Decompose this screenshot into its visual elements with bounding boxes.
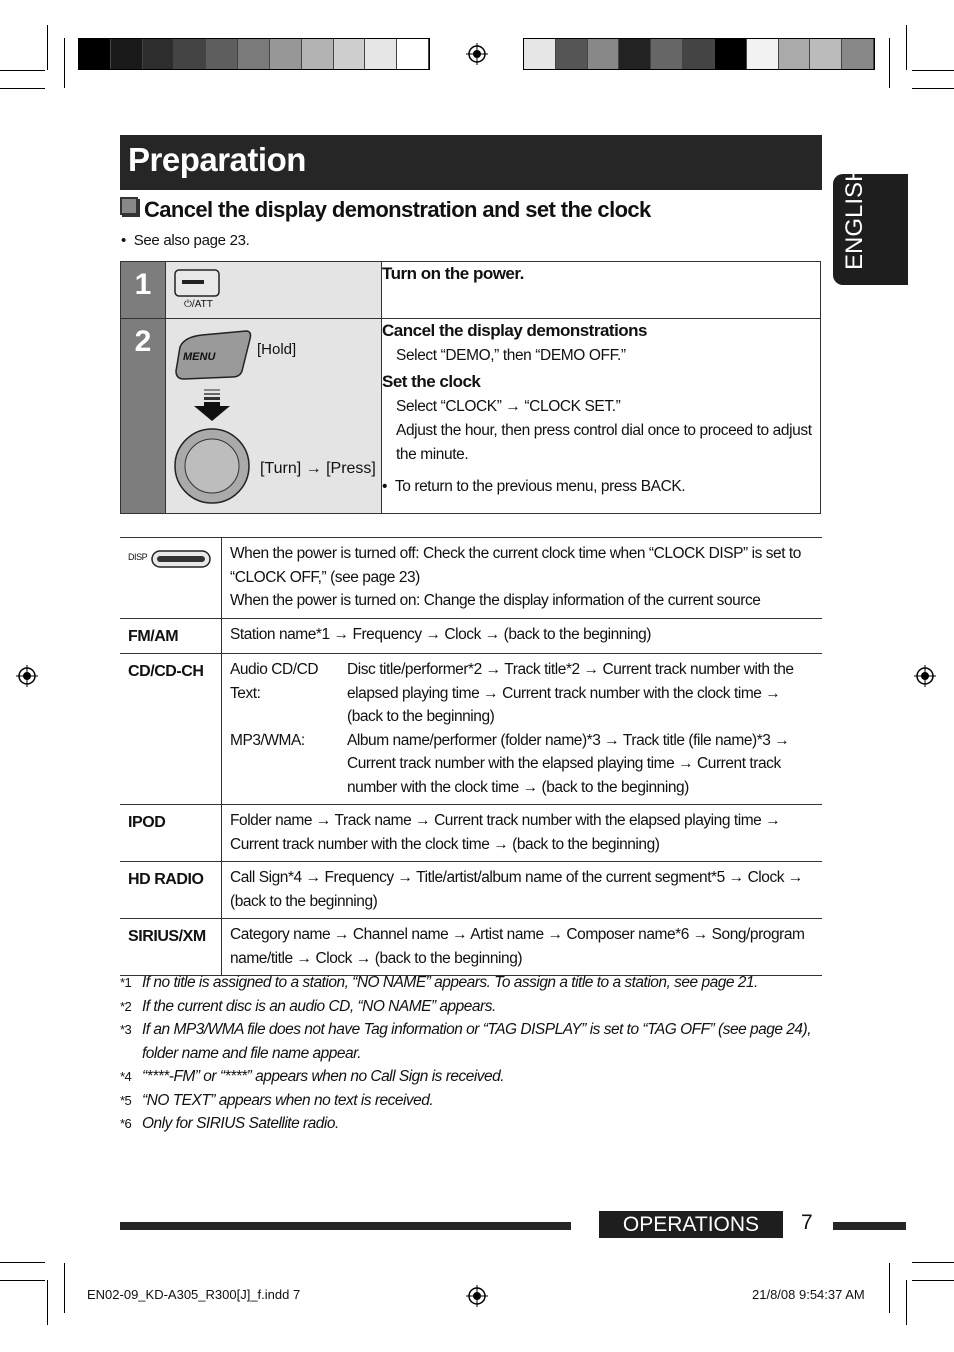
color-swatch [174, 39, 206, 69]
disp-line: When the power is turned on: Change the display information of the current source [230, 592, 761, 609]
color-swatch [715, 39, 747, 69]
crop-mark [64, 38, 65, 88]
color-swatch [556, 39, 588, 69]
control-dial-icon [172, 426, 252, 506]
color-swatch [238, 39, 270, 69]
footnote-text: If no title is assigned to a station, “NO NAME” appears. To assign a title to a station, see page 21. [142, 974, 758, 991]
footnote [120, 1018, 820, 1065]
crop-mark [906, 1280, 907, 1325]
footnote-text: “****-FM” or “****” appears when no Call Sign is received. [142, 1068, 505, 1085]
footnote-text: Only for SIRIUS Satellite radio. [142, 1115, 339, 1132]
crop-mark [47, 25, 48, 70]
step-icon-cell [166, 319, 382, 514]
footnote [120, 1112, 820, 1136]
language-tab [833, 164, 908, 285]
footnotes [120, 971, 820, 1136]
footer-rule [833, 1222, 906, 1230]
registration-mark-icon [914, 665, 936, 687]
footnote-mark: *6 [120, 1116, 132, 1131]
turn-press-label: [Turn] → [Press] [260, 460, 376, 477]
footnote-text: If the current disc is an audio CD, “NO NAME” appears. [142, 997, 496, 1015]
color-swatch [79, 39, 111, 69]
table-row [120, 538, 822, 619]
color-swatch [651, 39, 683, 69]
color-swatch [365, 39, 397, 69]
color-calibration-bar-right [523, 38, 875, 70]
footer-section-label: OPERATIONS [599, 1211, 783, 1238]
slug-file: EN02-09_KD-A305_R300[J]_f.indd 7 [87, 1287, 301, 1302]
crop-mark [0, 1280, 45, 1281]
crop-mark [0, 70, 45, 71]
step-number: 1 [121, 262, 166, 319]
registration-mark-icon [466, 43, 488, 65]
footnote [120, 1089, 820, 1113]
step-text-cell [382, 262, 821, 319]
step-heading: Cancel the display demonstrations [382, 321, 648, 340]
disp-button-label: DISP [128, 552, 148, 562]
table-row [120, 919, 822, 976]
step-number: 2 [121, 319, 166, 514]
crop-mark [912, 1280, 954, 1281]
step-instruction: Select “CLOCK” → “CLOCK SET.” [396, 398, 621, 415]
crop-mark [889, 38, 890, 88]
sub-text: Album name/performer (folder name)*3 → Track title (file name)*3 → Current track number with the elapsed playing time → Current track number with the clock time → (back to the beginning) [347, 731, 790, 796]
step-row [121, 319, 821, 514]
color-swatch [143, 39, 175, 69]
disp-button-cell [120, 538, 222, 619]
source-key: HD RADIO [120, 862, 222, 919]
crop-mark [889, 1263, 890, 1313]
color-swatch [397, 39, 429, 69]
footnote-mark: *4 [120, 1069, 132, 1084]
footer-rule [120, 1222, 571, 1230]
source-text: Category name → Channel name → Artist name → Composer name*6 → Song/program name/title → Clock → (back to the beginning) [222, 919, 823, 976]
color-swatch [270, 39, 302, 69]
step-instruction: Select “DEMO,” then “DEMO OFF.” [396, 347, 626, 364]
crop-mark [64, 1263, 65, 1313]
section-heading [120, 197, 651, 223]
step-text-cell: Cancel the display demonstrations Select “DEMO,” then “DEMO OFF.” Set the clock Select “CLOCK” → “CLOCK SET.” Adjust the hour, then press control dial once to proceed to adjust the minute. • To return to the previous menu, press BACK. [382, 319, 821, 514]
color-swatch [334, 39, 366, 69]
sub-text: Disc title/performer*2 → Track title*2 → Current track number with the elapsed playing time → Current track number with the clock time → (back to the beginning) [347, 661, 794, 725]
table-cell [222, 654, 823, 805]
registration-mark-icon [466, 1285, 488, 1307]
step-heading: Set the clock [382, 372, 481, 391]
table-row [120, 862, 822, 919]
step-heading: Turn on the power. [382, 264, 524, 283]
footnote-mark: *3 [120, 1022, 132, 1037]
page-title: Preparation [128, 141, 306, 178]
source-text: Station name*1 → Frequency → Clock → (back to the beginning) [222, 618, 823, 654]
crop-mark [47, 1280, 48, 1325]
footnote-text: “NO TEXT” appears when no text is received. [142, 1091, 434, 1109]
down-arrow-icon [194, 389, 230, 423]
color-swatch [747, 39, 779, 69]
table-row [120, 654, 822, 805]
language-tab-label: ENGLISH [841, 164, 868, 270]
see-also-text: See also page 23. [133, 232, 250, 249]
step-bullet: To return to the previous menu, press BACK. [394, 478, 686, 495]
crop-mark [912, 88, 954, 89]
crop-mark [912, 70, 954, 71]
footnote [120, 995, 820, 1019]
crop-mark [0, 1262, 45, 1263]
crop-mark [906, 25, 907, 70]
color-swatch [842, 39, 874, 69]
registration-mark-icon [16, 665, 38, 687]
color-swatch [111, 39, 143, 69]
color-swatch [683, 39, 715, 69]
footnote [120, 971, 820, 995]
section-square-icon [120, 197, 138, 215]
hold-label: [Hold] [257, 341, 297, 358]
color-calibration-bar-left [78, 38, 430, 70]
crop-mark [912, 1262, 954, 1263]
title-bar [120, 135, 822, 190]
footnote-mark: *2 [120, 998, 132, 1014]
disp-button-icon [151, 549, 211, 569]
color-swatch [588, 39, 620, 69]
power-att-label: ⏻/ATT [184, 299, 213, 310]
source-key: CD/CD-CH [120, 654, 222, 805]
page-number: 7 [801, 1211, 813, 1234]
crop-mark [0, 88, 45, 89]
color-swatch [206, 39, 238, 69]
footnote-mark: *5 [120, 1092, 132, 1108]
see-also-note: • See also page 23. [121, 232, 250, 249]
color-swatch [302, 39, 334, 69]
steps-table [120, 261, 821, 514]
step-icon-cell [166, 262, 382, 319]
menu-button-label: MENU [183, 351, 216, 363]
sub-entry [230, 658, 814, 729]
color-swatch [810, 39, 842, 69]
footnote-text: If an MP3/WMA file does not have Tag information or “TAG DISPLAY” is set to “TAG OFF” (see page 24), folder name and file name appear. [142, 1021, 812, 1062]
sub-label: Audio CD/CD Text: [230, 661, 319, 702]
source-key: FM/AM [120, 618, 222, 654]
color-swatch [524, 39, 556, 69]
table-row [120, 805, 822, 862]
slug-date: 21/8/08 9:54:37 AM [752, 1287, 865, 1302]
step-row [121, 262, 821, 319]
footnote [120, 1065, 820, 1089]
step-instruction: Adjust the hour, then press control dial once to proceed to adjust the minute. [396, 422, 812, 463]
source-key: IPOD [120, 805, 222, 862]
sub-label: MP3/WMA: [230, 731, 305, 749]
source-text: Folder name → Track name → Current track number with the elapsed playing time → Current track number with the clock time → (back to the beginning) [222, 805, 823, 862]
color-swatch [619, 39, 651, 69]
color-swatch [779, 39, 811, 69]
table-row [120, 618, 822, 654]
table-cell [222, 538, 823, 619]
sub-entry [230, 729, 814, 800]
display-info-table [120, 537, 822, 976]
footnote-mark: *1 [120, 975, 132, 990]
disp-line: When the power is turned off: Check the current clock time when “CLOCK DISP” is set to “CLOCK OFF,” (see page 23) [230, 545, 801, 586]
section-heading-text: Cancel the display demonstration and set the clock [144, 197, 651, 222]
source-text: Call Sign*4 → Frequency → Title/artist/album name of the current segment*5 → Clock → (back to the beginning) [222, 862, 823, 919]
source-key: SIRIUS/XM [120, 919, 222, 976]
